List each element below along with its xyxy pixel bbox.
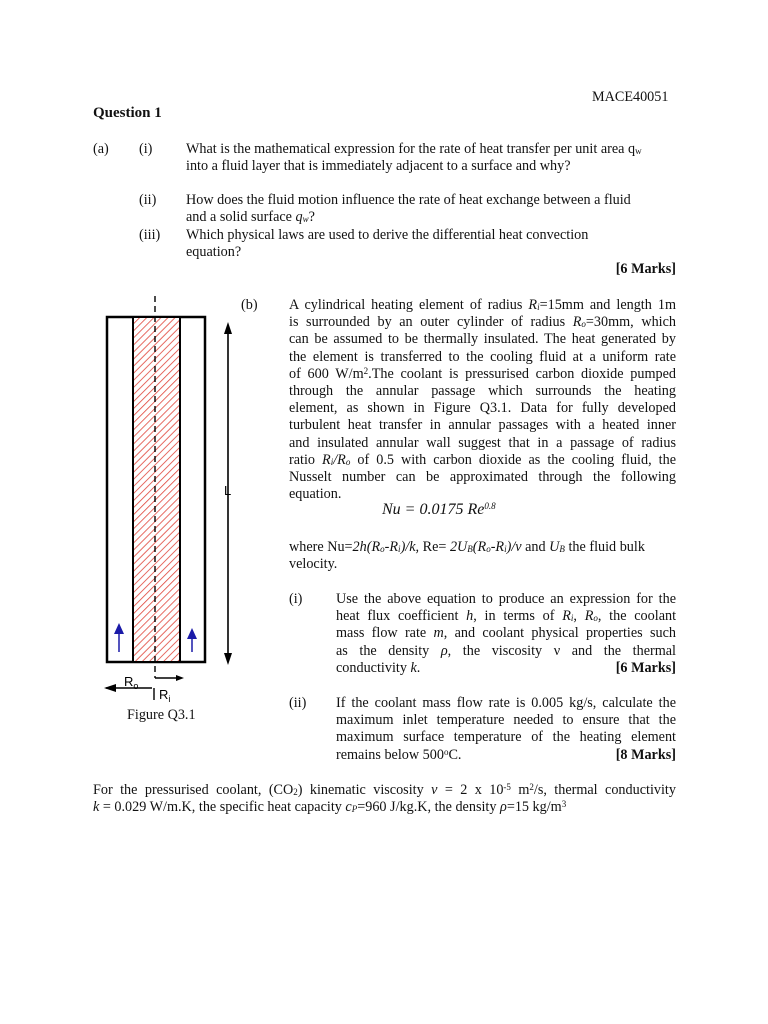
part-a-iii-text: Which physical laws are used to derive the differential heat convection equation? [186,227,589,261]
part-a-iii-label: (iii) [139,227,161,243]
outer-radius-label: $R_o$ [124,674,139,691]
part-b-ii-label: (ii) [289,695,307,711]
length-arrow-top-icon [224,322,232,334]
part-a-marks: [6 Marks] [615,261,676,277]
part-b-ii-marks: [8 Marks] [615,747,676,763]
heating-element [133,317,180,662]
part-b-label: (b) [241,297,258,313]
part-b-i-text: Use the above equation to produce an expression for the heat flux coefficient h, in terms of $R_i$, $R_o$, the coolant mass flow rate m, and coolant physical properties such as the density ρ, the viscosity ν and the thermal conductivity k. [336,591,677,676]
nusselt-equation: Nu = 0.0175 $Re^{0.8}$ [382,501,496,518]
course-code: MACE40051 [592,89,669,105]
figure-q3-1 [96,290,246,702]
part-b-i-marks: [6 Marks] [615,660,676,676]
inner-radius-arrow-icon [176,675,184,681]
part-a-label: (a) [93,141,109,157]
part-a-ii-text: How does the fluid motion influence the rate of heat exchange between a fluid and a solid surface $q_w$? [186,192,631,226]
coolant-properties: For the pressurised coolant, $(CO_2)$ kinematic viscosity ν = 2 x $10^{-5}$ $m^2/s$, thermal conductivity k = 0.029 W/m.K, the specific heat capacity $c_P=960$ J/kg.K, the density ρ=15 $kg/m^3$ [93,782,676,816]
part-b-where-text: where $Nu=2h(R_o-R_i)/k$, $Re= 2U_B(R_o-R_i)/\nu$ and $U_B$ the fluid bulk velocity. [289,539,645,573]
flow-arrow-right-icon [187,628,197,639]
part-b-paragraph: A cylindrical heating element of radius $R_i=15mm$ and length 1m is surrounded by an outer cylinder of radius $R_o=30mm$, which can be assumed to be thermally insulated. The heat generated by the element is transferred to the cooling fluid at a uniform rate of 600 $W/m^2.The$ coolant is pressurised carbon dioxide pumped through the annular passage which surrounds the heating element, as shown in Figure Q3.1. Data for fully developed turbulent heat transfer in annular passages with a heated inner and insulated annular wall suggest that in a passage of radius ratio $R_i/R_o$ of 0.5 with carbon dioxide as the cooling fluid, the Nusselt number can be approximated through the following equation. [289,297,676,503]
inner-radius-label: $R_i$ [159,687,171,702]
flow-arrow-left-icon [114,623,124,634]
part-b-ii-text: If the coolant mass flow rate is 0.005 kg/s, calculate the maximum inlet temperature needed to ensure that the maximum surface temperature of the heating element remains below 500$^o$C. [336,695,676,763]
part-a-ii-label: (ii) [139,192,157,208]
part-b-i-label: (i) [289,591,303,607]
length-arrow-bottom-icon [224,653,232,665]
figure-caption: Figure Q3.1 [127,707,196,723]
part-a-i-label: (i) [139,141,153,157]
question-title: Question 1 [93,105,162,121]
length-label: L [224,483,232,498]
outer-radius-arrow-icon [104,684,116,692]
part-a-i-text: What is the mathematical expression for the rate of heat transfer per unit area $q_w$ into a fluid layer that is immediately adjacent to a surface and why? [186,141,642,175]
